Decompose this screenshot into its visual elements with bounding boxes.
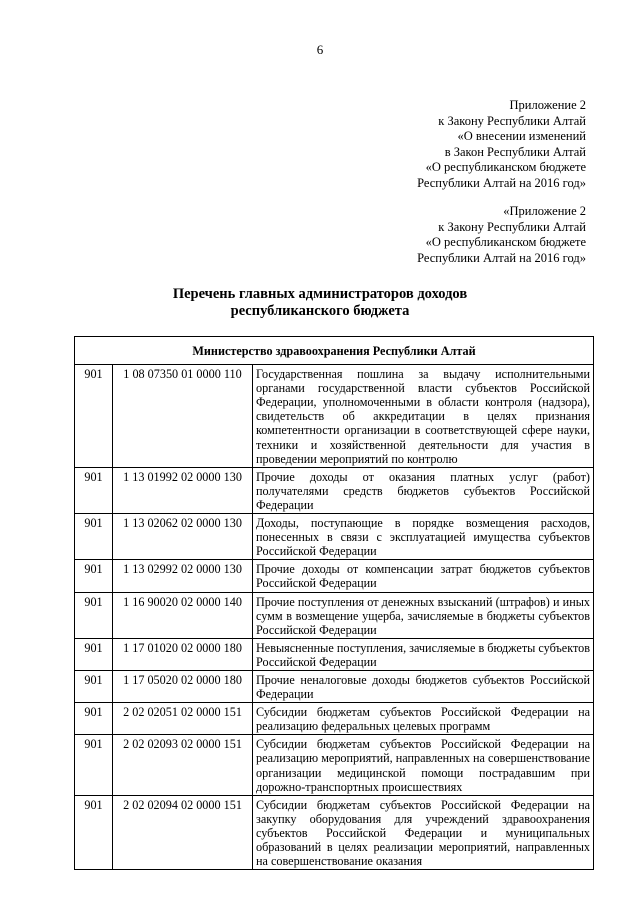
revenue-description-cell: Прочие доходы от компенсации затрат бюджетов субъектов Российской Федерации <box>253 560 594 592</box>
appendix-line: к Закону Республики Алтай <box>438 113 586 128</box>
revenue-description-cell: Субсидии бюджетам субъектов Российской Федерации на реализацию федеральных целевых программ <box>253 703 594 735</box>
appendix-line: «О республиканском бюджете <box>425 235 586 250</box>
document-title-line: Перечень главных администраторов доходов <box>172 286 468 302</box>
admin-code-cell: 901 <box>75 467 113 513</box>
revenue-description-cell: Доходы, поступающие в порядке возмещения расходов, понесенных в связи с эксплуатацией имущества субъектов Российской Федерации <box>253 514 594 560</box>
revenue-administrators-table <box>74 336 594 870</box>
revenue-description-cell: Субсидии бюджетам субъектов Российской Федерации на закупку оборудования для учреждений здравоохранения субъектов Российской Федерации и муниципальных образований в целях реализации мероприятий, направленных на совершенствование оказания <box>253 795 594 869</box>
admin-code-cell: 901 <box>75 795 113 869</box>
table-row <box>75 703 594 735</box>
appendix-line: к Закону Республики Алтай <box>438 219 586 234</box>
revenue-description-cell: Субсидии бюджетам субъектов Российской Федерации на реализацию мероприятий, направленных на совершенствование организации медицинской помощи пострадавшим при дорожно-транспортных происшествиях <box>253 735 594 795</box>
admin-code-cell: 901 <box>75 514 113 560</box>
revenue-code-cell: 2 02 02051 02 0000 151 <box>113 703 253 735</box>
revenue-description-cell: Невыясненные поступления, зачисляемые в бюджеты субъектов Российской Федерации <box>253 638 594 670</box>
table-row <box>75 592 594 638</box>
revenue-code-cell: 2 02 02093 02 0000 151 <box>113 735 253 795</box>
revenue-description-cell: Прочие доходы от оказания платных услуг (работ) получателями средств бюджетов субъектов Российской Федерации <box>253 467 594 513</box>
table-row <box>75 735 594 795</box>
revenue-code-cell: 1 13 02062 02 0000 130 <box>113 514 253 560</box>
document-title <box>0 286 640 320</box>
revenue-code-cell: 1 17 01020 02 0000 180 <box>113 638 253 670</box>
page-number: 6 <box>316 42 324 57</box>
admin-code-cell: 901 <box>75 735 113 795</box>
appendix-line: «О внесении изменений <box>457 129 586 144</box>
revenue-code-cell: 2 02 02094 02 0000 151 <box>113 795 253 869</box>
table-row <box>75 670 594 702</box>
table-row <box>75 467 594 513</box>
appendix-line: «О республиканском бюджете <box>425 160 586 175</box>
document-title-line: республиканского бюджета <box>230 303 410 319</box>
revenue-code-cell: 1 13 01992 02 0000 130 <box>113 467 253 513</box>
revenue-code-cell: 1 08 07350 01 0000 110 <box>113 365 253 468</box>
admin-code-cell: 901 <box>75 703 113 735</box>
admin-code-cell: 901 <box>75 670 113 702</box>
admin-code-cell: 901 <box>75 592 113 638</box>
revenue-description-cell: Государственная пошлина за выдачу исполнительными органами государственной власти субъектов Российской Федерации, уполномоченными в области контроля (надзора), свидетельств об аккредитации в целях признания компетентности организации в соответствующей сфере науки, техники и хозяйственной деятельности для участия в проведении мероприятий по контролю <box>253 365 594 468</box>
table-row <box>75 365 594 468</box>
table-row <box>75 638 594 670</box>
appendix-line: в Закон Республики Алтай <box>444 144 586 159</box>
revenue-code-cell: 1 17 05020 02 0000 180 <box>113 670 253 702</box>
revenue-code-cell: 1 13 02992 02 0000 130 <box>113 560 253 592</box>
appendix-line: «Приложение 2 <box>503 204 586 218</box>
table-row <box>75 560 594 592</box>
appendix-note-original <box>417 204 586 266</box>
table-row <box>75 514 594 560</box>
revenue-code-cell: 1 16 90020 02 0000 140 <box>113 592 253 638</box>
appendix-line: Республики Алтай на 2016 год» <box>417 175 586 190</box>
section-header: Министерство здравоохранения Республики Алтай <box>75 337 594 365</box>
admin-code-cell: 901 <box>75 638 113 670</box>
appendix-line: Приложение 2 <box>509 98 586 112</box>
revenue-description-cell: Прочие поступления от денежных взысканий (штрафов) и иных сумм в возмещение ущерба, зачисляемые в бюджеты субъектов Российской Федерации <box>253 592 594 638</box>
appendix-line: Республики Алтай на 2016 год» <box>417 250 586 265</box>
appendix-note-amendment <box>417 98 586 192</box>
admin-code-cell: 901 <box>75 365 113 468</box>
table-section-header-row <box>75 337 594 365</box>
table-row <box>75 795 594 869</box>
revenue-description-cell: Прочие неналоговые доходы бюджетов субъектов Российской Федерации <box>253 670 594 702</box>
admin-code-cell: 901 <box>75 560 113 592</box>
